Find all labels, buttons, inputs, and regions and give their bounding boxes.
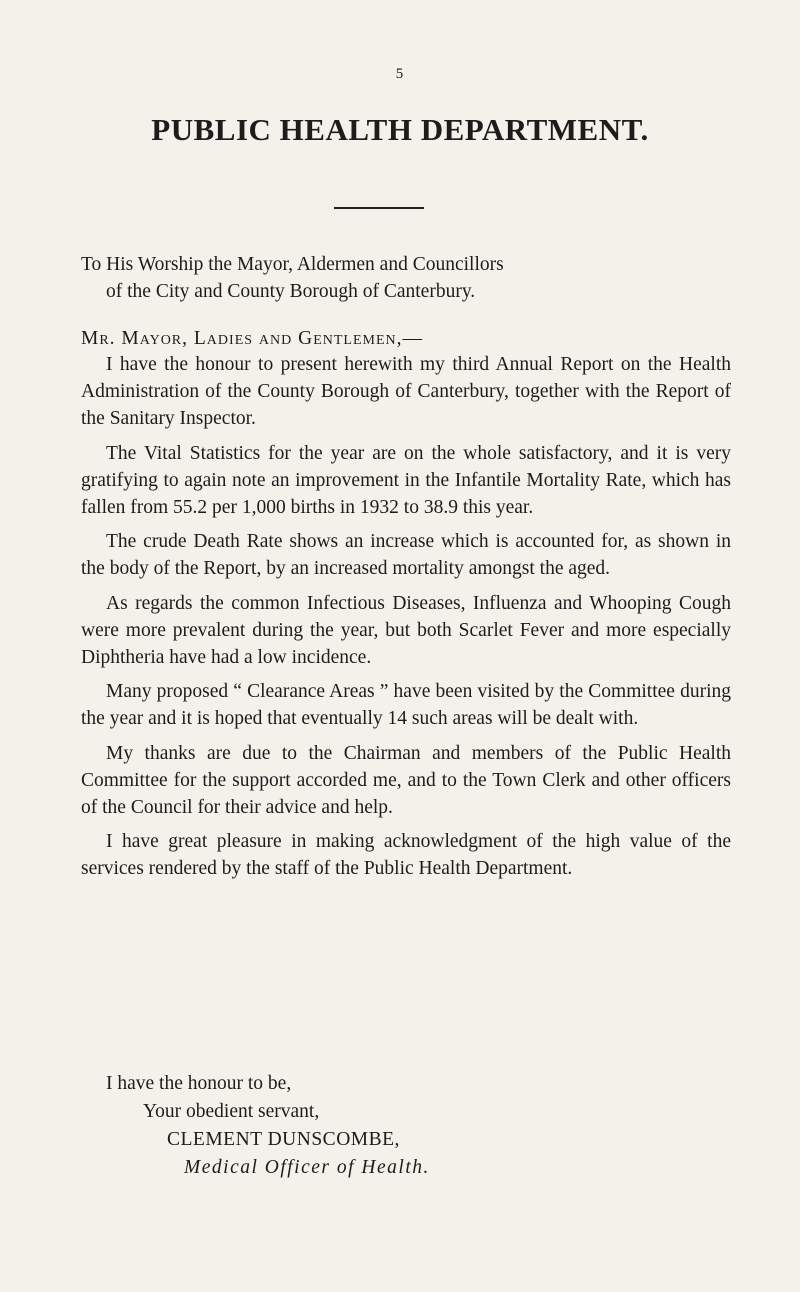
page-number: 5 xyxy=(395,66,405,82)
address-line-1: To His Worship the Mayor, Aldermen and Councillors xyxy=(81,254,504,275)
paragraph-4: As regards the common Infectious Diseases, Influenza and Whooping Cough were more prevalent during the year, but both Scarlet Fever and more especially Diphtheria have had a low incidence. xyxy=(81,592,731,669)
closing-block xyxy=(106,1070,706,1182)
paragraph-2: The Vital Statistics for the year are on the whole satisfactory, and it is very gratifying to again note an improvement in the Infantile Mortality Rate, which has fallen from 55.2 per 1,000 births in 1932 to 38.9 this year. xyxy=(81,442,731,519)
address-line-2: of the City and County Borough of Canterbury. xyxy=(106,281,476,303)
paragraph-7: I have great pleasure in making acknowledgment of the high value of the services rendered by the staff of the Public Health Department. xyxy=(81,831,731,880)
salutation: Mr. Mayor, Ladies and Gentlemen,— xyxy=(81,328,423,349)
page-title: PUBLIC HEALTH DEPARTMENT. xyxy=(151,112,649,147)
closing-line: I have the honour to be, xyxy=(106,1073,292,1094)
signature-role: Medical Officer of Health. xyxy=(184,1157,430,1178)
address-block xyxy=(81,251,731,305)
title-divider xyxy=(334,207,424,209)
paragraph-6: My thanks are due to the Chairman and members of the Public Health Committee for the support accorded me, and to the Town Clerk and other officers of the Council for their advice and help. xyxy=(81,742,731,819)
paragraph-1: I have the honour to present herewith my third Annual Report on the Health Administration of the County Borough of Canterbury, together with the Report of the Sanitary Inspector. xyxy=(81,354,731,430)
signature-name: CLEMENT DUNSCOMBE, xyxy=(167,1129,400,1150)
closing-servant: Your obedient servant, xyxy=(143,1101,320,1122)
letter-body xyxy=(81,351,731,890)
paragraph-3: The crude Death Rate shows an increase which is accounted for, as shown in the body of the Report, by an increased mortality amongst the aged. xyxy=(81,531,731,580)
paragraph-5: Many proposed “ Clearance Areas ” have been visited by the Committee during the year and it is hoped that eventually 14 such areas will be dealt with. xyxy=(81,681,731,730)
